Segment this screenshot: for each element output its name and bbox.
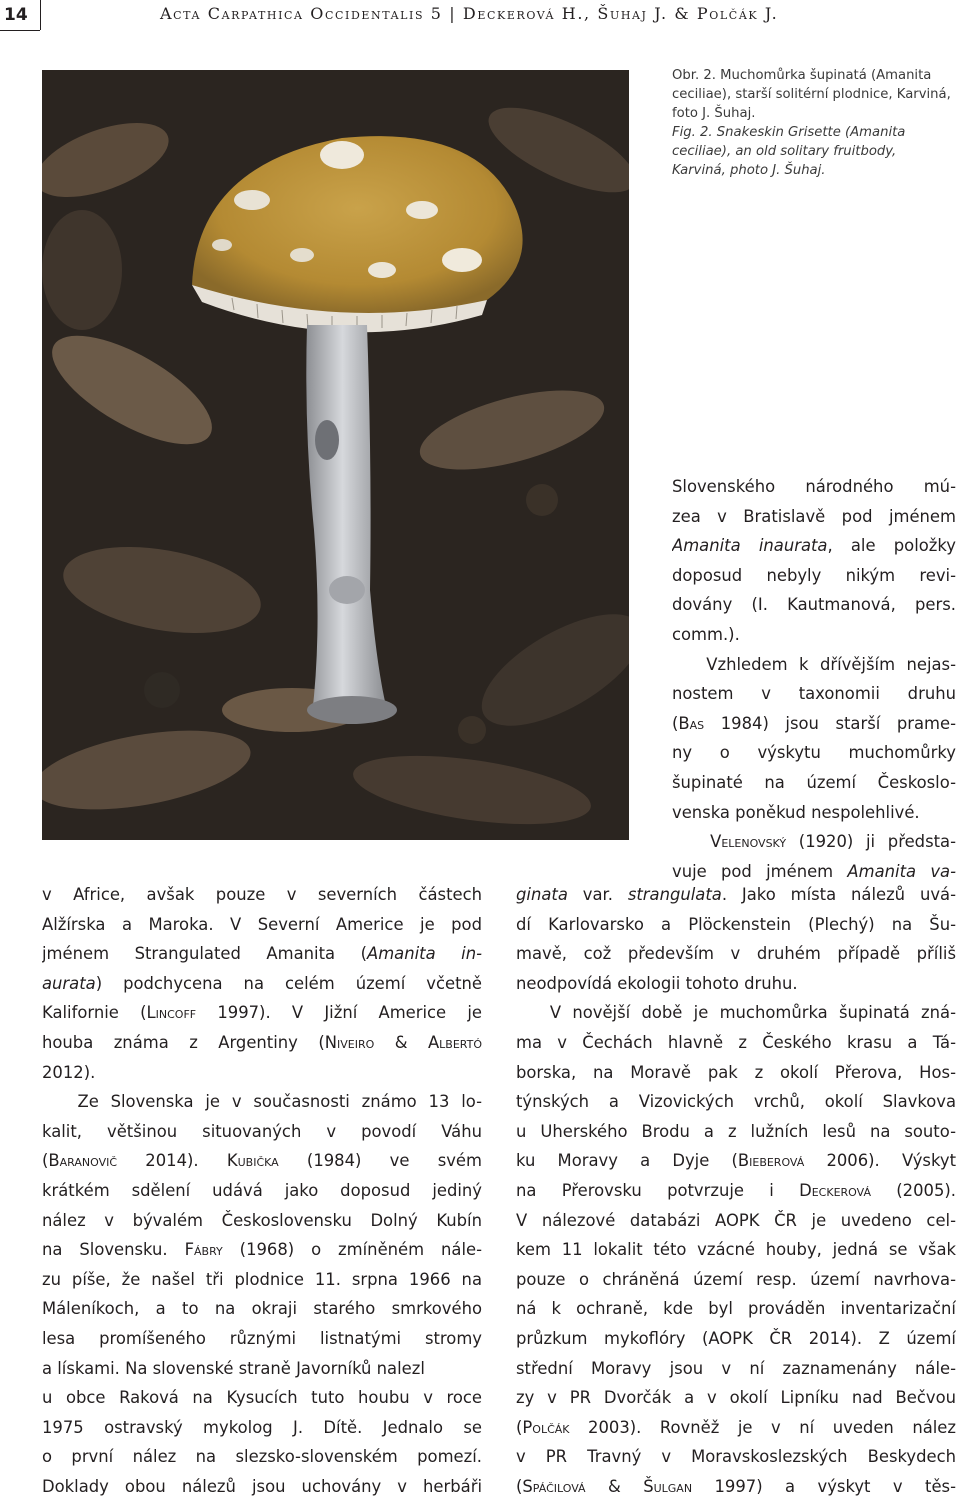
paragraph: v Africe, avšak pouze v severních částech Alžírska a Maroka. V Severní Americe je pod jménem Strangulated Amanita (Amanita in- aurata) podchycena na celém území včetně Kalifornie (Lincoff 1997). V Jižní Americe je houba známa z Argentiny (Niveiro & Albertó 2012). bbox=[42, 885, 482, 1082]
figure-caption bbox=[672, 66, 952, 180]
caption-czech: Obr. 2. Muchomůrka šupinatá (Amanita ceciliae), starší solitérní plodnice, Karviná, foto J. Šuhaj. bbox=[672, 68, 951, 121]
paragraph: Slovenského národného mú- zea v Bratislavě pod jménem Amanita inaurata, ale položky doposud nebyly nikým revi- dovány (I. Kautmanová, pers. comm.). bbox=[672, 477, 956, 644]
text-column-left bbox=[42, 880, 482, 1501]
page-header bbox=[0, 0, 960, 30]
caption-english: Fig. 2. Snakeskin Grisette (Amanita ceciliae), an old solitary fruitbody, Karviná, photo J. Šuhaj. bbox=[672, 125, 906, 178]
mushroom-photo bbox=[42, 70, 629, 840]
page-number: 14 bbox=[4, 5, 28, 25]
text-column-right bbox=[516, 880, 956, 1501]
header-rule-horizontal bbox=[0, 30, 40, 31]
paragraph: Ze Slovenska je v současnosti známo 13 lo- kalit, většinou situovaných v povodí Váhu (Baranovič 2014). Kubička (1984) ve svém krátkém sdělení udává jako doposud jediný nález v bývalém Československu Dolný Kubín na Slovensku. Fábry (1968) o zmíněném nále- zu píše, že našel tři plodnice 11. srpna 1966 na Máleníkoch, a to na okraji starého smrkového lesa promíšeného různými listnatými stromy a lískami. Na slovenské straně Javorníků nalezl u obce Raková na Kysucích tuto houbu v roce 1975 ostravský mykolog J. Dítě. Jednalo se o první nález na slezsko-slovenském pomezí. Doklady obou nálezů jsou uchovány v herbáři bbox=[42, 1092, 482, 1496]
paragraph: V novější době je muchomůrka šupinatá zná- ma v Čechách hlavně z Českého krasu a Tá- borska, na Moravě pak z okolí Přerova, Hos- týnských a Vizovických vrchů, okolí Slavkova u Uherského Brodu a z lužních lesů na souto- ku Moravy a Dyje (Bieberová 2006). Výskyt na Přerovsku potvrzuje i Deckerová (2005). V nálezové databázi AOPK ČR je uvedeno cel- kem 11 lokalit této vzácné houby, jedná se však pouze o chráněná území resp. území navrhova- ná k ochraně, kde byl prováděn inventarizační průzkum mykoflóry (AOPK ČR 2014). Z území střední Moravy jsou v ní zaznamenány nále- zy v PR Dvorčák a v okolí Lipníku nad Bečvou (Polčák 2003). Rovněž je v ní uveden nález v PR Travný v Moravskoslezských Beskydech (Spáčilová & Šulgan 1997) a výskyt v těs- bbox=[516, 1003, 956, 1496]
text-column-top bbox=[672, 472, 956, 886]
header-rule bbox=[40, 0, 41, 30]
mushroom-illustration bbox=[42, 70, 629, 840]
paragraph: ginata var. strangulata. Jako místa nálezů uvá- dí Karlovarsko a Plöckenstein (Plechý) na Šu- mavě, což především v druhém případě příliš neodpovídá ekologii tohoto druhu. bbox=[516, 885, 956, 993]
running-head: Acta Carpathica Occidentalis 5 | Deckerová H., Šuhaj J. & Polčák J. bbox=[160, 4, 779, 23]
paragraph: Vzhledem k dřívějším nejas- nostem v taxonomii druhu (Bas 1984) jsou starší prame- ny o výskytu muchomůrky šupinaté na území Českoslo- venska poněkud nespolehlivé. Velenovský (1920) ji předsta- vuje pod jménem Amanita va- bbox=[672, 654, 956, 881]
